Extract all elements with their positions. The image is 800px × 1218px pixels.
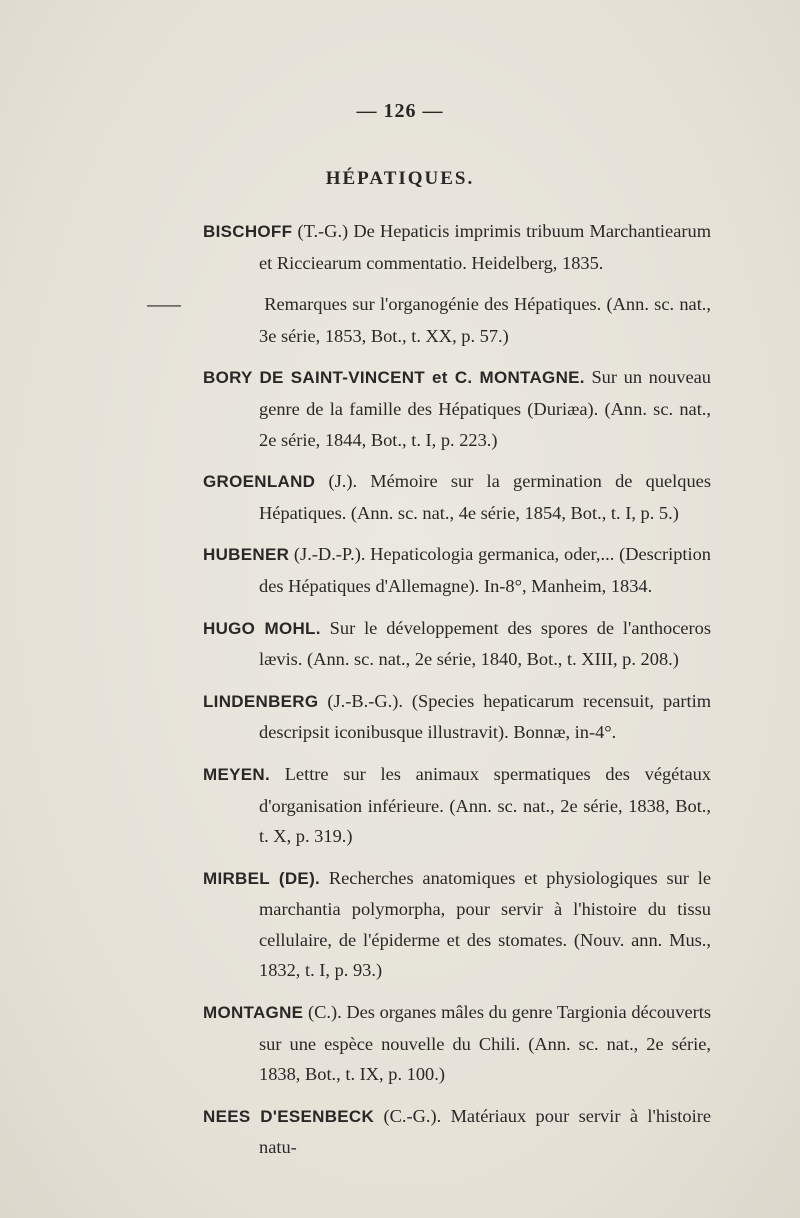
entry-author: BISCHOFF [203, 222, 293, 241]
entry-author: HUGO MOHL. [203, 618, 321, 638]
entry-author: MIRBEL (DE). [203, 868, 321, 888]
bibliography-entry [203, 466, 711, 528]
bibliography-entry [203, 1101, 711, 1163]
entry-author: —— [147, 295, 181, 315]
page-number: — 126 — [356, 100, 444, 122]
entry-text: Sur le développement des spores de l'anthoceros lævis. (Ann. sc. nat., 2e série, 1840, Bot., t. XIII, p. 208.) [259, 617, 712, 670]
bibliography-entry [203, 863, 711, 986]
bibliography-entry [203, 759, 711, 852]
bibliography-entry [203, 613, 711, 675]
entry-author: MONTAGNE [203, 1003, 304, 1023]
entry-text: Lettre sur les animaux spermatiques des végétaux d'organisation inférieure. (Ann. sc. nat., 2e série, 1838, Bot., t. X, p. 319.) [259, 763, 711, 847]
entry-text: Remarques sur l'organogénie des Hépatiques. (Ann. sc. nat., 3e série, 1853, Bot., t. XX, p. 57.) [259, 294, 711, 346]
entry-text: Recherches anatomiques et physiologiques sur le marchantia polymorpha, pour servir à l'histoire du tissu cellulaire, de l'épiderme et des stomates. (Nouv. ann. Mus., 1832, t. I, p. 93.) [259, 867, 711, 981]
entry-text: (C.). Des organes mâles du genre Targionia découverts sur une espèce nouvelle du Chili. (Ann. sc. nat., 2e série, 1838, Bot., t. IX, p. 100.) [259, 1002, 711, 1085]
bibliography-entry [203, 686, 711, 748]
entry-author: LINDENBERG [203, 691, 319, 711]
bibliography-entry [203, 539, 711, 601]
entry-author: BORY DE SAINT-VINCENT et C. MONTAGNE. [203, 368, 585, 388]
entry-text: (J.-D.-P.). Hepaticologia germanica, oder,... (Description des Hépatiques d'Allemagne). In-8°, Manheim, 1834. [259, 544, 711, 596]
entry-author: NEES D'ESENBECK [203, 1106, 375, 1126]
entry-text: Sur un nouveau genre de la famille des Hépatiques (Duriæa). (Ann. sc. nat., 2e série, 1844, Bot., t. I, p. 223.) [259, 367, 711, 450]
entry-text: (J.). Mémoire sur la germination de quelques Hépatiques. (Ann. sc. nat., 4e série, 1854, Bot., t. I, p. 5.) [259, 471, 711, 523]
entry-author: HUBENER [203, 545, 290, 565]
bibliography-entry [203, 362, 711, 455]
bibliography-entry [203, 997, 711, 1090]
bibliography-entry [203, 216, 711, 278]
entry-text: (T.-G.) De Hepaticis imprimis tribuum Marchantiearum et Ricciearum commentatio. Heidelberg, 1835. [259, 221, 711, 273]
bibliography-entry [147, 289, 711, 351]
entry-text: (C.-G.). Matériaux pour servir à l'histoire natu- [259, 1105, 711, 1158]
entry-text: (J.-B.-G.). (Species hepaticarum recensuit, partim descripsit iconibusque illustravit). Bonnæ, in-4°. [259, 690, 711, 743]
bibliography-list [147, 216, 712, 1174]
section-title: HÉPATIQUES. [325, 168, 475, 189]
entry-author: MEYEN. [203, 764, 270, 784]
entry-author: GROENLAND [203, 472, 316, 492]
